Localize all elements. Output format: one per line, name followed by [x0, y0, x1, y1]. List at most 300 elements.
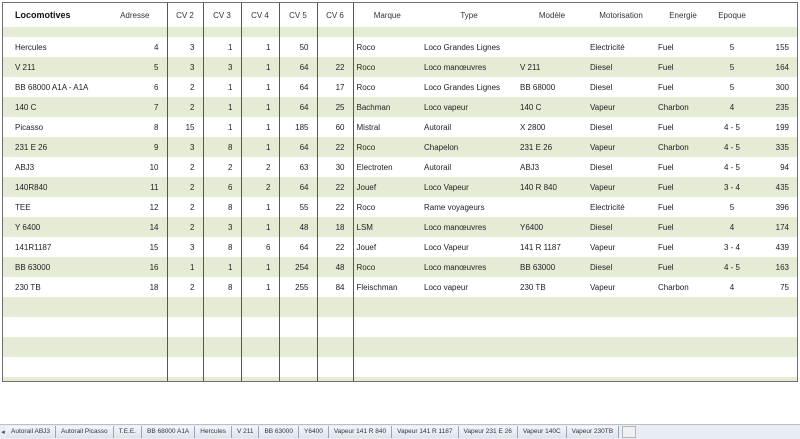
table-cell[interactable]	[3, 27, 103, 37]
table-cell[interactable]	[103, 297, 167, 317]
table-cell[interactable]: 155	[753, 37, 797, 57]
table-cell[interactable]: 1	[241, 257, 279, 277]
table-cell[interactable]: 4	[711, 277, 753, 297]
table-cell[interactable]: 1	[203, 97, 241, 117]
table-cell[interactable]	[317, 317, 353, 337]
table-cell[interactable]	[167, 297, 203, 317]
table-cell[interactable]: 6	[203, 177, 241, 197]
column-header: Epoque	[718, 10, 746, 20]
table-cell[interactable]: 15	[103, 237, 167, 257]
table-cell[interactable]: 8	[203, 137, 241, 157]
table-cell[interactable]: 15	[167, 117, 203, 137]
table-cell[interactable]: Roco	[353, 77, 421, 97]
table-cell[interactable]	[3, 337, 103, 357]
table-cell[interactable]: Vapeur	[587, 177, 655, 197]
table-cell[interactable]: 64	[279, 237, 317, 257]
table-cell[interactable]: 3	[167, 57, 203, 77]
table-cell[interactable]: 64	[279, 177, 317, 197]
table-cell[interactable]	[241, 27, 279, 37]
table-cell[interactable]: 231 E 26	[3, 137, 103, 157]
table-cell[interactable]: 1	[203, 77, 241, 97]
table-cell[interactable]: Diesel	[587, 57, 655, 77]
table-cell[interactable]	[517, 317, 587, 337]
table-cell[interactable]	[317, 377, 353, 382]
table-cell[interactable]: Vapeur	[587, 237, 655, 257]
table-cell[interactable]: 16	[103, 257, 167, 277]
table-cell[interactable]: Fuel	[655, 37, 711, 57]
sheet-tab[interactable]: Vapeur 141 R 1187	[392, 426, 458, 438]
table-cell[interactable]	[241, 317, 279, 337]
table-cell[interactable]: 2	[167, 197, 203, 217]
table-cell[interactable]: 9	[103, 137, 167, 157]
table-cell[interactable]: 18	[317, 217, 353, 237]
table-cell[interactable]	[711, 27, 753, 37]
table-row	[3, 317, 797, 337]
insert-sheet-icon[interactable]	[622, 426, 636, 438]
table-cell[interactable]	[753, 337, 797, 357]
table-cell[interactable]: BB 68000 A1A - A1A	[3, 77, 103, 97]
table-cell[interactable]: Fuel	[655, 117, 711, 137]
table-cell[interactable]	[167, 337, 203, 357]
table-cell[interactable]: Roco	[353, 57, 421, 77]
table-cell[interactable]: TEE	[3, 197, 103, 217]
table-cell[interactable]	[711, 337, 753, 357]
table-cell[interactable]: 300	[753, 77, 797, 97]
table-cell[interactable]	[421, 297, 517, 317]
table-cell[interactable]: 50	[279, 37, 317, 57]
table-row	[3, 57, 797, 77]
table-cell[interactable]	[241, 297, 279, 317]
table-cell[interactable]: 2	[203, 157, 241, 177]
table-cell[interactable]	[655, 27, 711, 37]
column-header	[753, 3, 797, 27]
table-cell[interactable]: 255	[279, 277, 317, 297]
table-cell[interactable]	[3, 377, 103, 382]
table-cell[interactable]: 3	[203, 217, 241, 237]
sheet-tab[interactable]: Vapeur 141 R 840	[329, 426, 392, 438]
table-cell[interactable]	[317, 337, 353, 357]
table-cell[interactable]	[517, 37, 587, 57]
table-cell[interactable]: 1	[241, 217, 279, 237]
table-cell[interactable]: 1	[241, 97, 279, 117]
table-body	[3, 27, 797, 382]
table-cell[interactable]: Diesel	[587, 217, 655, 237]
table-cell[interactable]: Jouef	[353, 237, 421, 257]
sheet-tab[interactable]: BB 63000	[259, 426, 299, 438]
table-cell[interactable]	[103, 357, 167, 377]
table-cell[interactable]: 22	[317, 137, 353, 157]
table-cell[interactable]	[167, 357, 203, 377]
table-cell[interactable]: 5	[711, 57, 753, 77]
table-cell[interactable]: 1	[203, 37, 241, 57]
table-cell[interactable]: 2	[167, 157, 203, 177]
table-cell[interactable]	[655, 357, 711, 377]
table-cell[interactable]: Loco manœuvres	[421, 257, 517, 277]
table-cell[interactable]: 1	[241, 37, 279, 57]
tab-scroll-left-icon[interactable]: ◂	[1, 429, 5, 436]
column-header: Energie	[669, 10, 697, 20]
sheet-tab[interactable]: Vapeur 230TB	[567, 426, 619, 438]
table-cell[interactable]	[711, 357, 753, 377]
table-cell[interactable]	[655, 297, 711, 317]
table-cell[interactable]: 1	[241, 197, 279, 217]
table-cell[interactable]: 5	[103, 57, 167, 77]
table-cell[interactable]: 5	[711, 37, 753, 57]
sheet-tab[interactable]: BB 68000 A1A	[142, 426, 195, 438]
sheet-tabs	[6, 426, 619, 438]
table-cell[interactable]: Charbon	[655, 97, 711, 117]
table-cell[interactable]: ABJ3	[3, 157, 103, 177]
table-cell[interactable]: 140R840	[3, 177, 103, 197]
table-cell[interactable]: 230 TB	[517, 277, 587, 297]
table-cell[interactable]: 14	[103, 217, 167, 237]
table-cell[interactable]	[655, 377, 711, 382]
table-cell[interactable]: 17	[317, 77, 353, 97]
table-cell[interactable]: BB 63000	[517, 257, 587, 277]
table-cell[interactable]: Charbon	[655, 277, 711, 297]
sheet-tab[interactable]: Hercules	[195, 426, 232, 438]
table-cell[interactable]: 4 - 5	[711, 257, 753, 277]
table-cell[interactable]: 164	[753, 57, 797, 77]
table-cell[interactable]	[517, 27, 587, 37]
table-cell[interactable]	[711, 377, 753, 382]
table-cell[interactable]: 140 R 840	[517, 177, 587, 197]
table-cell[interactable]: 8	[203, 277, 241, 297]
table-cell[interactable]	[753, 357, 797, 377]
table-cell[interactable]: Fuel	[655, 57, 711, 77]
table-cell[interactable]: 22	[317, 177, 353, 197]
table-cell[interactable]	[203, 357, 241, 377]
table-cell[interactable]: 3	[203, 57, 241, 77]
table-cell[interactable]	[279, 317, 317, 337]
table-cell[interactable]: 1	[167, 257, 203, 277]
table-cell[interactable]: BB 68000	[517, 77, 587, 97]
table-cell[interactable]	[587, 27, 655, 37]
column-header: Marque	[353, 3, 421, 27]
table-cell[interactable]	[103, 377, 167, 382]
table-cell[interactable]	[711, 317, 753, 337]
sheet-tab[interactable]: Vapeur 140C	[518, 426, 567, 438]
table-cell[interactable]: Fuel	[655, 157, 711, 177]
table-cell[interactable]: 163	[753, 257, 797, 277]
table-cell[interactable]: LSM	[353, 217, 421, 237]
table-cell[interactable]	[517, 357, 587, 377]
table-cell[interactable]	[279, 377, 317, 382]
table-cell[interactable]: Electricité	[587, 197, 655, 217]
table-cell[interactable]: Y 6400	[3, 217, 103, 237]
table-cell[interactable]: 22	[317, 197, 353, 217]
table-cell[interactable]: Roco	[353, 37, 421, 57]
table-cell[interactable]	[103, 337, 167, 357]
table-cell[interactable]: Fuel	[655, 237, 711, 257]
table-cell[interactable]: 230 TB	[3, 277, 103, 297]
table-cell[interactable]: Y6400	[517, 217, 587, 237]
table-cell[interactable]	[753, 27, 797, 37]
table-cell[interactable]: Chapelon	[421, 137, 517, 157]
table-cell[interactable]: 140 C	[517, 97, 587, 117]
table-cell[interactable]	[587, 337, 655, 357]
sheet-tab[interactable]: Autorail ABJ3	[6, 426, 56, 438]
table-cell[interactable]: Jouef	[353, 177, 421, 197]
table-cell[interactable]	[317, 27, 353, 37]
table-cell[interactable]	[655, 317, 711, 337]
column-header: Locomotives	[15, 10, 71, 20]
table-cell[interactable]	[587, 377, 655, 382]
sheet-tab[interactable]: Autorail Picasso	[56, 426, 114, 438]
table-cell[interactable]: 335	[753, 137, 797, 157]
table-cell[interactable]: Fuel	[655, 77, 711, 97]
table-cell[interactable]: Autorail	[421, 117, 517, 137]
table-cell[interactable]	[711, 297, 753, 317]
table-cell[interactable]	[421, 317, 517, 337]
table-cell[interactable]: Fuel	[655, 177, 711, 197]
table-cell[interactable]: 140 C	[3, 97, 103, 117]
table-cell[interactable]: 4 - 5	[711, 157, 753, 177]
table-cell[interactable]	[203, 297, 241, 317]
table-row	[3, 27, 797, 37]
table-cell[interactable]: 141R1187	[3, 237, 103, 257]
table-cell[interactable]: Electricité	[587, 37, 655, 57]
table-cell[interactable]: 1	[203, 257, 241, 277]
table-cell[interactable]: 1	[241, 137, 279, 157]
table-cell[interactable]: 11	[103, 177, 167, 197]
table-cell[interactable]: Rame voyageurs	[421, 197, 517, 217]
table-cell[interactable]	[353, 377, 421, 382]
table-cell[interactable]	[167, 27, 203, 37]
table-cell[interactable]: 25	[317, 97, 353, 117]
table-cell[interactable]	[103, 317, 167, 337]
table-cell[interactable]	[241, 377, 279, 382]
table-cell[interactable]: Vapeur	[587, 277, 655, 297]
table-cell[interactable]: 2	[241, 157, 279, 177]
table-cell[interactable]	[353, 337, 421, 357]
table-cell[interactable]	[279, 357, 317, 377]
table-cell[interactable]: 94	[753, 157, 797, 177]
table-cell[interactable]: 5	[711, 197, 753, 217]
table-cell[interactable]	[279, 27, 317, 37]
table-cell[interactable]: Diesel	[587, 157, 655, 177]
table-cell[interactable]	[241, 357, 279, 377]
table-cell[interactable]	[241, 337, 279, 357]
table-cell[interactable]	[353, 297, 421, 317]
table-cell[interactable]: V 211	[517, 57, 587, 77]
table-cell[interactable]: 55	[279, 197, 317, 217]
table-cell[interactable]	[317, 297, 353, 317]
table-cell[interactable]	[353, 27, 421, 37]
table-cell[interactable]	[203, 317, 241, 337]
table-cell[interactable]: Hercules	[3, 37, 103, 57]
table-cell[interactable]	[753, 297, 797, 317]
table-cell[interactable]: Loco manœuvres	[421, 57, 517, 77]
table-cell[interactable]: 2	[167, 97, 203, 117]
table-cell[interactable]: 4 - 5	[711, 137, 753, 157]
table-cell[interactable]	[353, 317, 421, 337]
table-cell[interactable]	[421, 377, 517, 382]
table-cell[interactable]: 8	[203, 237, 241, 257]
table-row	[3, 37, 797, 57]
table-cell[interactable]: 3 - 4	[711, 237, 753, 257]
table-cell[interactable]	[753, 377, 797, 382]
table-cell[interactable]	[317, 357, 353, 377]
table-cell[interactable]: 3	[167, 237, 203, 257]
table-cell[interactable]	[421, 357, 517, 377]
table-cell[interactable]: 2	[167, 177, 203, 197]
column-header: CV 2	[167, 3, 203, 27]
table-cell[interactable]: 231 E 26	[517, 137, 587, 157]
table-cell[interactable]	[517, 197, 587, 217]
table-cell[interactable]: 3 - 4	[711, 177, 753, 197]
table-cell[interactable]: Loco Grandes Lignes	[421, 77, 517, 97]
table-cell[interactable]: 435	[753, 177, 797, 197]
table-cell[interactable]: 235	[753, 97, 797, 117]
table-cell[interactable]	[103, 27, 167, 37]
table-cell[interactable]: 7	[103, 97, 167, 117]
table-cell[interactable]: 1	[241, 117, 279, 137]
table-cell[interactable]	[353, 357, 421, 377]
table-cell[interactable]: Diesel	[587, 77, 655, 97]
table-cell[interactable]: Loco Vapeur	[421, 237, 517, 257]
table-cell[interactable]: 64	[279, 97, 317, 117]
table-cell[interactable]	[517, 297, 587, 317]
table-cell[interactable]: Picasso	[3, 117, 103, 137]
table-cell[interactable]: Loco manœuvres	[421, 217, 517, 237]
table-cell[interactable]: 8	[203, 197, 241, 217]
table-cell[interactable]: 22	[317, 237, 353, 257]
table-cell[interactable]: 3	[167, 37, 203, 57]
table-cell[interactable]: ABJ3	[517, 157, 587, 177]
sheet-tab[interactable]: Vapeur 231 E 26	[459, 426, 518, 438]
table-cell[interactable]: 4	[103, 37, 167, 57]
table-row	[3, 257, 797, 277]
table-cell[interactable]: Fuel	[655, 197, 711, 217]
table-cell[interactable]: 6	[241, 237, 279, 257]
table-cell[interactable]: Loco Vapeur	[421, 177, 517, 197]
table-cell[interactable]	[203, 337, 241, 357]
table-cell[interactable]: 4	[711, 97, 753, 117]
table-cell[interactable]: Fuel	[655, 217, 711, 237]
table-cell[interactable]: 2	[241, 177, 279, 197]
table-cell[interactable]: 18	[103, 277, 167, 297]
table-cell[interactable]: Loco vapeur	[421, 97, 517, 117]
table-cell[interactable]: 64	[279, 77, 317, 97]
sheet-tab[interactable]: V 211	[232, 426, 260, 438]
table-cell[interactable]: 254	[279, 257, 317, 277]
table-cell[interactable]: 439	[753, 237, 797, 257]
table-cell[interactable]: Autorail	[421, 157, 517, 177]
table-cell[interactable]	[587, 357, 655, 377]
table-cell[interactable]	[587, 317, 655, 337]
table-cell[interactable]: Roco	[353, 197, 421, 217]
table-cell[interactable]: 30	[317, 157, 353, 177]
table-cell[interactable]: 2	[167, 77, 203, 97]
table-cell[interactable]: 1	[241, 277, 279, 297]
table-cell[interactable]	[587, 297, 655, 317]
table-cell[interactable]	[517, 337, 587, 357]
table-cell[interactable]: 2	[167, 217, 203, 237]
table-row	[3, 117, 797, 137]
table-cell[interactable]	[517, 377, 587, 382]
table-cell[interactable]: Loco Grandes Lignes	[421, 37, 517, 57]
table-cell[interactable]: Mistral	[353, 117, 421, 137]
table-cell[interactable]: 141 R 1187	[517, 237, 587, 257]
table-row	[3, 157, 797, 177]
table-cell[interactable]	[167, 317, 203, 337]
table-cell[interactable]: 48	[317, 257, 353, 277]
table-cell[interactable]	[279, 297, 317, 317]
table-cell[interactable]: 5	[711, 77, 753, 97]
table-cell[interactable]: 12	[103, 197, 167, 217]
table-cell[interactable]	[421, 337, 517, 357]
table-cell[interactable]: Vapeur	[587, 97, 655, 117]
table-cell[interactable]: 84	[317, 277, 353, 297]
table-cell[interactable]: Fuel	[655, 257, 711, 277]
table-cell[interactable]	[421, 27, 517, 37]
spreadsheet-grid[interactable]	[2, 2, 798, 382]
table-cell[interactable]: 10	[103, 157, 167, 177]
table-cell[interactable]: X 2800	[517, 117, 587, 137]
table-cell[interactable]: Fleischman	[353, 277, 421, 297]
table-cell[interactable]	[203, 377, 241, 382]
table-cell[interactable]: Loco vapeur	[421, 277, 517, 297]
table-cell[interactable]: 2	[167, 277, 203, 297]
table-row	[3, 77, 797, 97]
table-cell[interactable]: 8	[103, 117, 167, 137]
table-cell[interactable]	[279, 337, 317, 357]
table-cell[interactable]: 6	[103, 77, 167, 97]
table-cell[interactable]	[3, 317, 103, 337]
sheet-tab[interactable]: Y6400	[299, 426, 329, 438]
table-cell[interactable]: 4 - 5	[711, 117, 753, 137]
table-cell[interactable]: 60	[317, 117, 353, 137]
table-cell[interactable]: Charbon	[655, 137, 711, 157]
table-cell[interactable]	[753, 317, 797, 337]
column-header: CV 5	[279, 3, 317, 27]
table-cell[interactable]	[203, 27, 241, 37]
table-cell[interactable]: 4	[711, 217, 753, 237]
table-cell[interactable]: 199	[753, 117, 797, 137]
table-cell[interactable]	[317, 37, 353, 57]
table-cell[interactable]: 3	[167, 137, 203, 157]
table-cell[interactable]: 185	[279, 117, 317, 137]
table-cell[interactable]: 1	[241, 57, 279, 77]
table-cell[interactable]	[655, 337, 711, 357]
table-cell[interactable]: 1	[241, 77, 279, 97]
table-cell[interactable]: 22	[317, 57, 353, 77]
column-header: CV 4	[241, 3, 279, 27]
table-cell[interactable]: V 211	[3, 57, 103, 77]
table-cell[interactable]: 63	[279, 157, 317, 177]
table-cell[interactable]: Electroten	[353, 157, 421, 177]
table-cell[interactable]: Roco	[353, 257, 421, 277]
table-cell[interactable]: 48	[279, 217, 317, 237]
table-cell[interactable]: 174	[753, 217, 797, 237]
table-cell[interactable]	[3, 357, 103, 377]
table-cell[interactable]	[167, 377, 203, 382]
sheet-tab[interactable]: T.E.E.	[114, 426, 142, 438]
table-cell[interactable]: Bachman	[353, 97, 421, 117]
table-cell[interactable]: Diesel	[587, 117, 655, 137]
table-cell[interactable]: 75	[753, 277, 797, 297]
table-cell[interactable]: 64	[279, 137, 317, 157]
table-cell[interactable]: 64	[279, 57, 317, 77]
table-cell[interactable]: Diesel	[587, 257, 655, 277]
table-cell[interactable]	[3, 297, 103, 317]
table-cell[interactable]: 1	[203, 117, 241, 137]
table-cell[interactable]: 396	[753, 197, 797, 217]
table-cell[interactable]: Roco	[353, 137, 421, 157]
table-cell[interactable]: Vapeur	[587, 137, 655, 157]
table-cell[interactable]: BB 63000	[3, 257, 103, 277]
